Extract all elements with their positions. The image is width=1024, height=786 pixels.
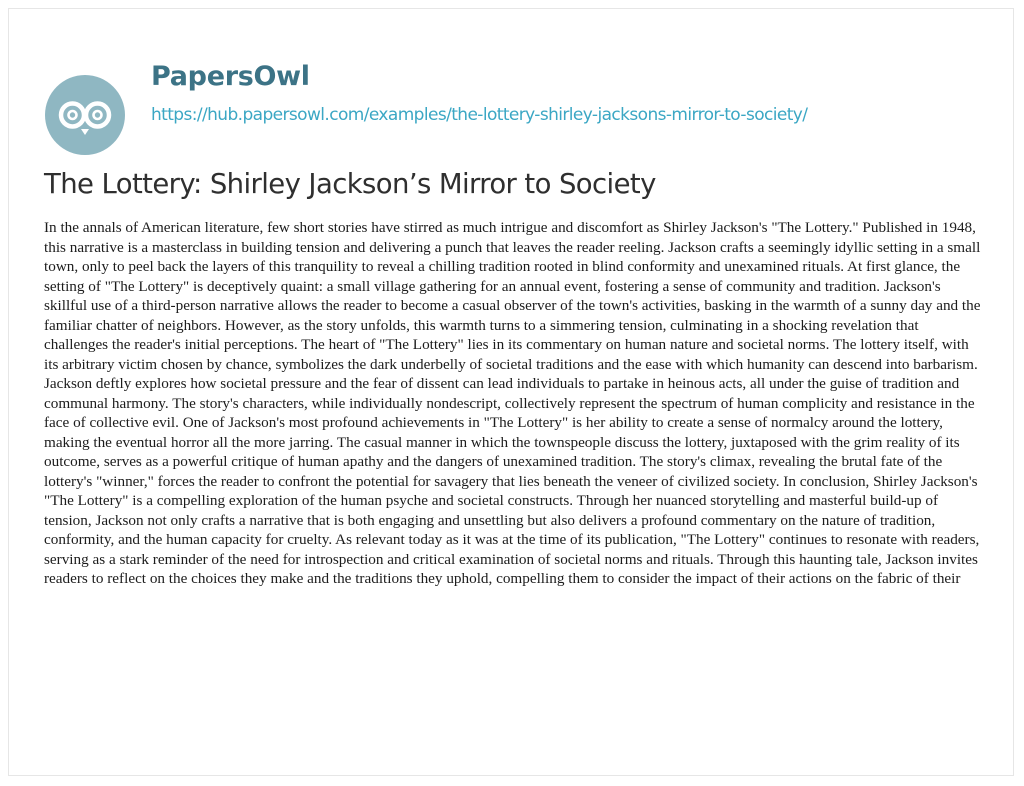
article-title: The Lottery: Shirley Jackson’s Mirror to Society (44, 168, 656, 200)
site-header (44, 58, 944, 158)
source-url-link[interactable]: https://hub.papersowl.com/examples/the-lottery-shirley-jacksons-mirror-to-society/ (151, 105, 808, 125)
owl-logo-icon (44, 74, 126, 156)
brand-name[interactable]: PapersOwl (151, 61, 310, 92)
article-body: In the annals of American literature, few short stories have stirred as much intrigue and discomfort as Shirley Jackson's "The Lottery." Published in 1948, this narrative is a masterclass in building tension and delivering a punch that leaves the reader reeling. Jackson crafts a seemingly idyllic setting in a small town, only to peel back the layers of this tranquility to reveal a chilling tradition rooted in blind conformity and unexamined rituals. At first glance, the setting of "The Lottery" is deceptively quaint: a small village gathering for an annual event, fostering a sense of community and tradition. Jackson's skillful use of a third-person narrative allows the reader to become a casual observer of the town's activities, basking in the warmth of a sunny day and the familiar chatter of neighbors. However, as the story unfolds, this warmth turns to a simmering tension, culminating in a shocking revelation that challenges the reader's initial perceptions. The heart of "The Lottery" lies in its commentary on human nature and societal norms. The lottery itself, with its arbitrary victim chosen by chance, symbolizes the dark underbelly of societal traditions and the ease with which humanity can descend into barbarism. Jackson deftly explores how societal pressure and the fear of dissent can lead individuals to partake in heinous acts, all under the guise of tradition and communal harmony. The story's characters, while individually nondescript, collectively represent the spectrum of human complicity and resistance in the face of collective evil. One of Jackson's most profound achievements in "The Lottery" is her ability to create a sense of normalcy around the lottery, making the eventual horror all the more jarring. The casual manner in which the townspeople discuss the lottery, juxtaposed with the grim reality of its outcome, serves as a powerful critique of human apathy and the dangers of unexamined tradition. The story's climax, revealing the brutal fate of the lottery's "winner," forces the reader to confront the potential for savagery that lies beneath the veneer of civilized society. In conclusion, Shirley Jackson's "The Lottery" is a compelling exploration of the human psyche and societal constructs. Through her nuanced storytelling and masterful build-up of tension, Jackson not only crafts a narrative that is both engaging and unsettling but also delivers a profound commentary on the nature of tradition, conformity, and the human capacity for cruelty. As relevant today as it was at the time of its publication, "The Lottery" continues to resonate with readers, serving as a stark reminder of the need for introspection and critical examination of societal norms and rituals. Through this haunting tale, Jackson invites readers to reflect on the choices they make and the traditions they uphold, compelling them to consider the impact of their actions on the fabric of their (44, 219, 981, 587)
